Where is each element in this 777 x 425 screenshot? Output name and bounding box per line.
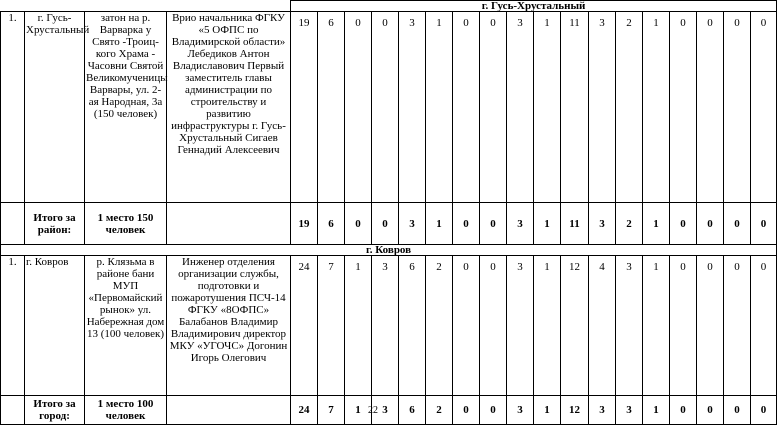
value-cell: 12: [561, 256, 589, 396]
value-cell: 3: [399, 12, 426, 203]
section-header-row: [1, 1, 777, 12]
total-label: Итого за район:: [25, 203, 85, 245]
total-value-cell: 12: [561, 396, 589, 425]
total-value-cell: 24: [291, 396, 318, 425]
value-cell: 0: [724, 256, 751, 396]
value-cell: 0: [697, 12, 724, 203]
value-cell: 24: [291, 256, 318, 396]
section-title: г. Гусь-Хрустальный: [291, 1, 777, 12]
total-row: [1, 203, 777, 245]
value-cell: 0: [751, 12, 777, 203]
total-value-cell: 0: [480, 396, 507, 425]
total-value-cell: 0: [724, 203, 751, 245]
location-cell: р. Клязьма в районе бани МУП «Первомайский рынок» ул. Набережная дом 13 (100 человек): [85, 256, 167, 396]
value-cell: 0: [345, 12, 372, 203]
total-value-cell: 6: [318, 203, 345, 245]
total-value-cell: 6: [399, 396, 426, 425]
total-value-cell: 1: [534, 203, 561, 245]
responsible-cell: Инженер отделения организации службы, подготовки и пожаротушения ПСЧ-14 ФГКУ «8ОФПС» Балабанов Владимир Владимирович директор МКУ «УГОЧС» Догонин Игорь Олегович: [167, 256, 291, 396]
total-value-cell: 1: [345, 396, 372, 425]
value-cell: 6: [318, 12, 345, 203]
row-number: 1.: [1, 12, 25, 203]
city-cell: г. Гусь-Хрустальный: [25, 12, 85, 203]
total-value-cell: 0: [453, 396, 480, 425]
section-title: г. Ковров: [1, 245, 777, 256]
total-value-cell: 0: [670, 203, 697, 245]
total-value-cell: 1: [643, 203, 670, 245]
value-cell: 0: [670, 256, 697, 396]
location-cell: затон на р. Варварка у Свято -Троиц-кого Храма - Часовни Святой Великомученицы Варвары, ул. 2-ая Народная, 3а (150 человек): [85, 12, 167, 203]
total-places: 1 место 150 человек: [85, 203, 167, 245]
total-value-cell: 3: [399, 203, 426, 245]
page-number: 22: [368, 405, 378, 416]
value-cell: 4: [589, 256, 616, 396]
value-cell: 3: [507, 256, 534, 396]
value-cell: 2: [426, 256, 453, 396]
responsible-cell: Врио начальника ФГКУ «5 ОФПС по Владимирской области» Лебедиков Антон Владиславович Первый заместитель главы администрации по строительству и развитию инфраструктуры г. Гусь-Хрустальный Сигаев Геннадий Алексеевич: [167, 12, 291, 203]
city-cell: г. Ковров: [25, 256, 85, 396]
total-value-cell: 1: [426, 203, 453, 245]
total-value-cell: 0: [372, 203, 399, 245]
value-cell: 6: [399, 256, 426, 396]
value-cell: 1: [534, 256, 561, 396]
value-cell: 1: [643, 256, 670, 396]
total-row: [1, 396, 777, 425]
value-cell: 0: [670, 12, 697, 203]
value-cell: 11: [561, 12, 589, 203]
value-cell: 1: [534, 12, 561, 203]
total-places: 1 место 100 человек: [85, 396, 167, 425]
total-value-cell: 11: [561, 203, 589, 245]
value-cell: 3: [507, 12, 534, 203]
table-row: [1, 12, 777, 203]
value-cell: 0: [480, 256, 507, 396]
table-row: [1, 256, 777, 396]
value-cell: 0: [724, 12, 751, 203]
total-label: Итого за город:: [25, 396, 85, 425]
total-value-cell: 0: [724, 396, 751, 425]
total-value-cell: 0: [480, 203, 507, 245]
total-value-cell: 0: [453, 203, 480, 245]
value-cell: 19: [291, 12, 318, 203]
value-cell: 0: [751, 256, 777, 396]
value-cell: 0: [453, 256, 480, 396]
value-cell: 0: [480, 12, 507, 203]
total-value-cell: 1: [534, 396, 561, 425]
value-cell: 1: [345, 256, 372, 396]
total-value-cell: 2: [426, 396, 453, 425]
total-value-cell: 0: [670, 396, 697, 425]
value-cell: 1: [426, 12, 453, 203]
value-cell: 7: [318, 256, 345, 396]
total-value-cell: 7: [318, 396, 345, 425]
total-value-cell: 19: [291, 203, 318, 245]
total-value-cell: 3: [589, 203, 616, 245]
total-value-cell: 3: [507, 396, 534, 425]
value-cell: 0: [453, 12, 480, 203]
value-cell: 1: [643, 12, 670, 203]
total-value-cell: 0: [345, 203, 372, 245]
total-value-cell: 0: [751, 203, 777, 245]
total-value-cell: 0: [751, 396, 777, 425]
value-cell: 3: [372, 256, 399, 396]
value-cell: 3: [589, 12, 616, 203]
total-value-cell: 3: [589, 396, 616, 425]
value-cell: 0: [372, 12, 399, 203]
section-header-row: [1, 245, 777, 256]
total-value-cell: 3: [372, 396, 399, 425]
total-value-cell: 1: [643, 396, 670, 425]
value-cell: 3: [616, 256, 643, 396]
row-number: 1.: [1, 256, 25, 396]
total-value-cell: 3: [616, 396, 643, 425]
total-value-cell: 3: [507, 203, 534, 245]
total-value-cell: 0: [697, 396, 724, 425]
total-value-cell: 2: [616, 203, 643, 245]
value-cell: 0: [697, 256, 724, 396]
total-value-cell: 0: [697, 203, 724, 245]
value-cell: 2: [616, 12, 643, 203]
